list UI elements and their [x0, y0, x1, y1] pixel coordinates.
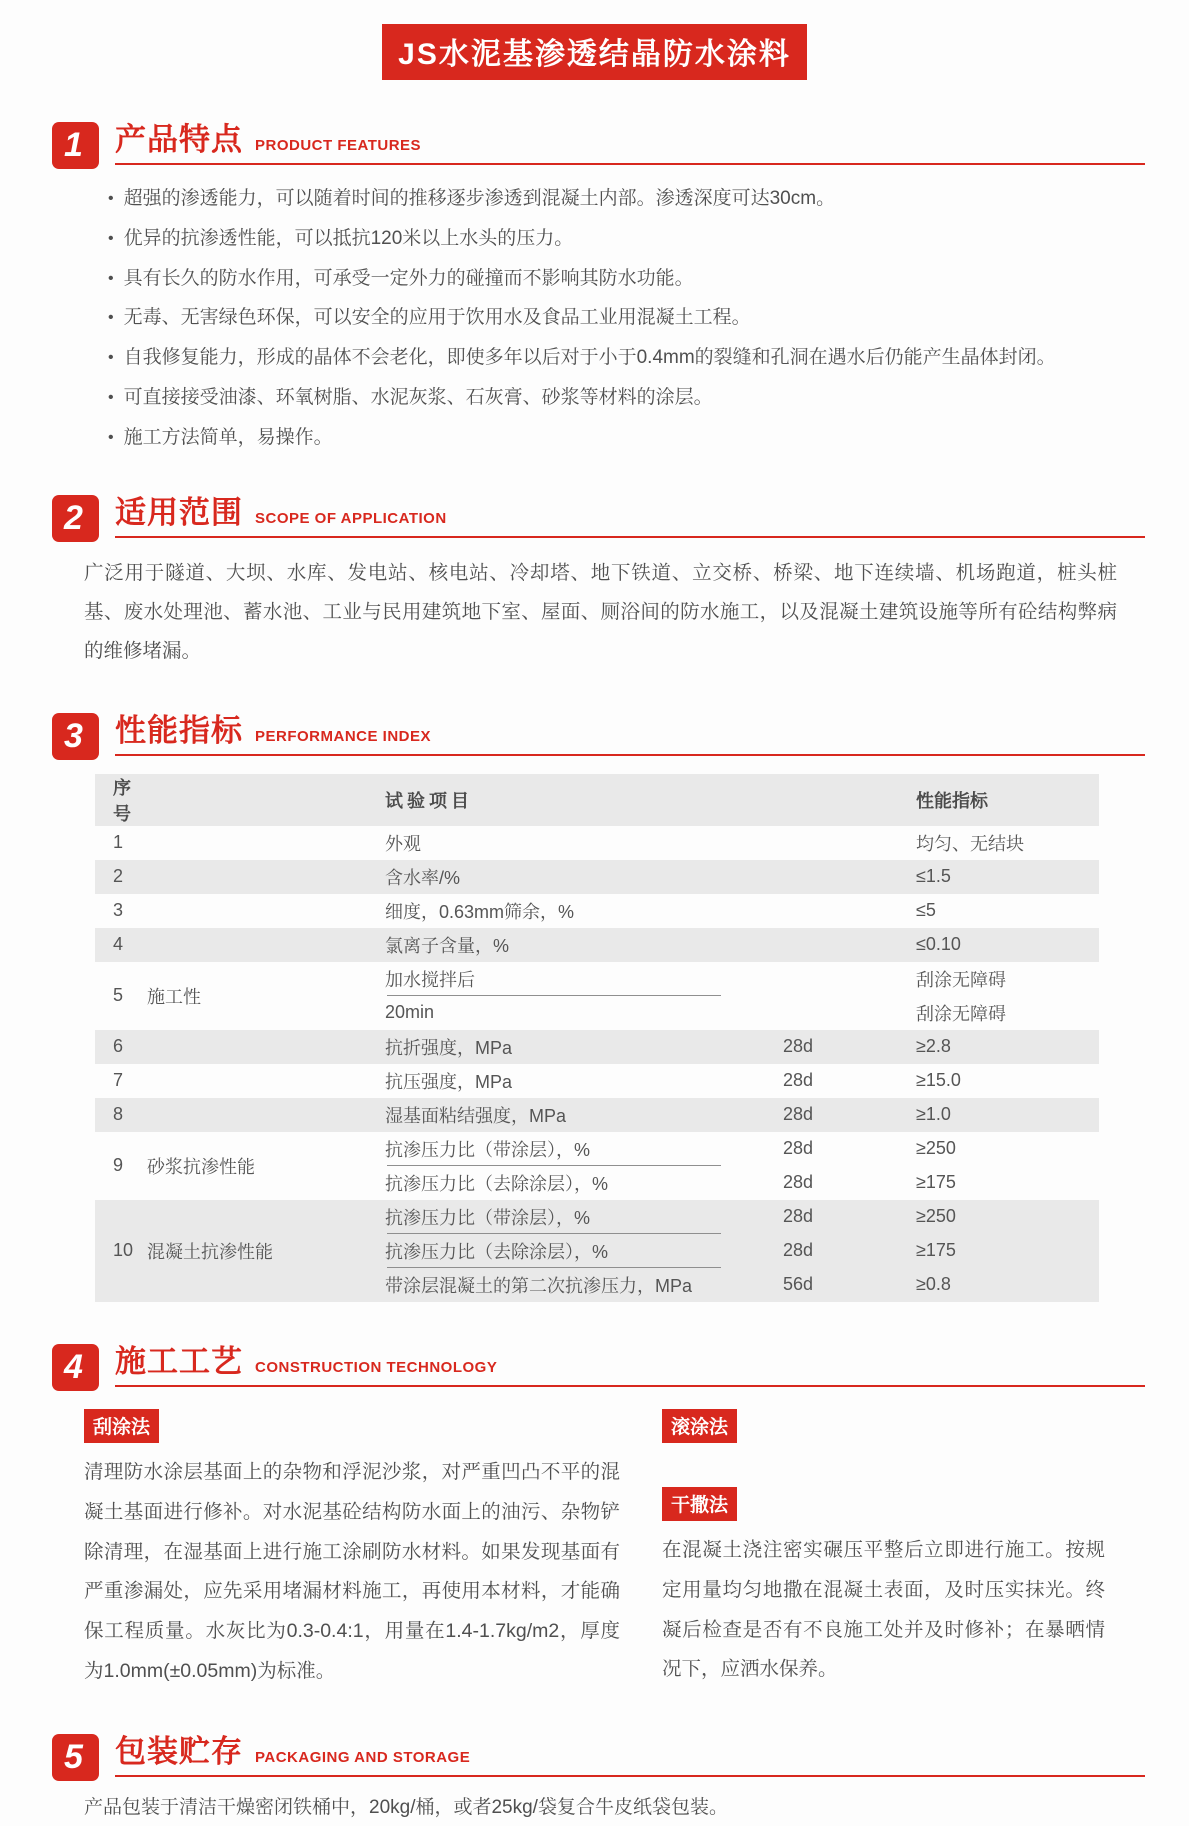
table-row: [95, 1098, 1099, 1132]
table-subrow: [385, 1132, 1099, 1166]
row-number: 5: [113, 985, 124, 1006]
table-subrow: [385, 1098, 1099, 1132]
feature-bullet: [108, 384, 1129, 413]
test-age: 28d: [783, 1070, 814, 1091]
row-group-label: 施工性: [147, 986, 201, 1007]
row-subitems: [385, 1030, 1099, 1064]
section-title-row: [115, 1726, 1145, 1777]
section-header: [52, 114, 1145, 165]
test-item-name: 含水率/%: [385, 867, 461, 888]
index-value: ≥175: [916, 1172, 956, 1193]
construction-method: [84, 1409, 620, 1693]
construction-left-column: [84, 1409, 620, 1693]
section-title: 包装贮存: [115, 1734, 243, 1770]
section-header: [52, 1726, 1145, 1777]
table-row: [95, 894, 1099, 928]
header-performance-index: 性能指标: [916, 790, 988, 811]
row-number: 1: [113, 832, 124, 853]
table-subrow: [385, 860, 1099, 894]
row-subitems: [385, 826, 1099, 860]
row-subitems: [385, 860, 1099, 894]
table-row: [95, 928, 1099, 962]
row-number: 2: [113, 866, 124, 887]
table-subrow: [385, 1268, 1099, 1302]
test-item-name: 抗渗压力比（去除涂层），%: [385, 1173, 609, 1194]
test-item-name: 加水搅拌后: [385, 969, 475, 990]
table-subrow: [385, 1166, 1099, 1200]
row-subitems: [385, 1200, 1099, 1302]
section-packaging: [0, 1726, 1189, 1825]
feature-bullet-text: 优异的抗渗透性能，可以抵抗120米以上水头的压力。: [123, 227, 574, 249]
method-badge: 干撒法: [662, 1487, 737, 1521]
section-header: [52, 487, 1145, 538]
section-title: 适用范围: [115, 494, 243, 530]
section-number-badge: 4: [52, 1344, 99, 1391]
row-group-label: 混凝土抗渗性能: [147, 1241, 273, 1262]
row-number: 6: [113, 1036, 124, 1057]
row-subitems: [385, 962, 1099, 1030]
test-item-name: 抗压强度，MPa: [385, 1071, 513, 1092]
table-subrow: [385, 996, 1099, 1030]
table-subrow: [385, 1234, 1099, 1268]
feature-bullet: [108, 344, 1129, 373]
index-value: ≥2.8: [916, 1036, 951, 1057]
construction-right-column: [662, 1409, 1105, 1693]
section-title-row: [115, 705, 1145, 756]
feature-bullet: [108, 265, 1129, 294]
feature-bullet: [108, 225, 1129, 254]
test-item-name: 抗渗压力比（去除涂层），%: [385, 1241, 609, 1262]
section-number-badge: 1: [52, 122, 99, 169]
test-item-name: 20min: [385, 1002, 435, 1023]
section-performance-index: [0, 705, 1189, 1302]
table-row: [95, 1064, 1099, 1098]
feature-bullet: [108, 185, 1129, 214]
scope-paragraph: 广泛用于隧道、大坝、水库、发电站、核电站、冷却塔、地下铁道、立交桥、桥梁、地下连续墙、机场跑道，桩头桩基、废水处理池、蓄水池、工业与民用建筑地下室、屋面、厕浴间的防水施工，以及混凝土建筑设施等所有砼结构弊病的维修堵漏。: [84, 561, 1117, 662]
section-subtitle: PERFORMANCE INDEX: [255, 727, 432, 745]
test-age: 28d: [783, 1036, 814, 1057]
row-number: 8: [113, 1104, 124, 1125]
feature-bullet-text: 可直接接受油漆、环氧树脂、水泥灰浆、石灰膏、砂浆等材料的涂层。: [123, 386, 713, 408]
row-subitems: [385, 928, 1099, 962]
method-badge: 滚涂法: [662, 1409, 737, 1443]
index-value: 均匀、无结块: [916, 833, 1024, 854]
index-value: ≥0.8: [916, 1274, 951, 1295]
bullet-dot: •: [108, 190, 114, 207]
feature-bullet: [108, 304, 1129, 333]
table-row: [95, 1200, 1099, 1302]
index-value: ≥1.0: [916, 1104, 951, 1125]
feature-bullet-text: 超强的渗透能力，可以随着时间的推移逐步渗透到混凝土内部。渗透深度可达30cm。: [123, 188, 836, 209]
table-subrow: [385, 928, 1099, 962]
construction-method: [662, 1409, 1105, 1453]
method-body: 在混凝土浇注密实碾压平整后立即进行施工。按规定用量均匀地撒在混凝土表面，及时压实抹光。终凝后检查是否有不良施工处并及时修补；在暴晒情况下，应洒水保养。: [662, 1538, 1105, 1681]
bullet-dot: •: [108, 428, 114, 446]
test-item-name: 抗折强度，MPa: [385, 1037, 513, 1058]
row-number: 10: [113, 1240, 134, 1261]
bullet-dot: •: [108, 349, 114, 367]
section-number-badge: 2: [52, 495, 99, 542]
index-value: 刮涂无障碍: [916, 1003, 1006, 1024]
bullet-dot: •: [108, 309, 114, 327]
section-number-badge: 5: [52, 1734, 99, 1781]
section-title: 产品特点: [115, 122, 243, 157]
row-subitems: [385, 1098, 1099, 1132]
header-no: 序号: [113, 777, 131, 824]
section-construction: [0, 1336, 1189, 1693]
index-value: ≤5: [916, 900, 936, 921]
section-product-features: [0, 114, 1189, 453]
test-age: 28d: [783, 1172, 814, 1193]
feature-bullet: [108, 424, 1129, 453]
method-body: 清理防水涂层基面上的杂物和浮泥沙浆，对严重凹凸不平的混凝土基面进行修补。对水泥基砼结构防水面上的油污、杂物铲除清理，在湿基面上进行施工涂刷防水材料。如果发现基面有严重渗漏处，应先采用堵漏材料施工，再使用本材料，才能确保工程质量。水灰比为0.3-0.4:1，用量在1.4-1.7kg/m2，厚度为1.0mm(±0.05mm)为标准。: [84, 1460, 620, 1683]
performance-table-body: [95, 826, 1099, 1302]
table-subrow: [385, 962, 1099, 996]
index-value: ≥250: [916, 1206, 956, 1227]
section-title: 性能指标: [115, 712, 243, 748]
section-header: [52, 1336, 1145, 1387]
feature-bullet-text: 施工方法简单，易操作。: [123, 426, 333, 448]
test-age: 28d: [783, 1240, 814, 1261]
test-item-name: 湿基面粘结强度，MPa: [385, 1105, 567, 1126]
section-subtitle: SCOPE OF APPLICATION: [255, 509, 447, 527]
index-value: ≥15.0: [916, 1070, 961, 1091]
bullet-dot: •: [108, 269, 114, 287]
feature-bullet-text: 具有长久的防水作用，可承受一定外力的碰撞而不影响其防水功能。: [123, 267, 694, 289]
packaging-paragraph: 产品包装于清洁干燥密闭铁桶中，20kg/桶，或者25kg/袋复合牛皮纸袋包装。: [84, 1797, 728, 1819]
test-item-name: 外观: [385, 833, 421, 854]
construction-method: [662, 1487, 1105, 1691]
table-row: [95, 1030, 1099, 1064]
table-subrow: [385, 1030, 1099, 1064]
index-value: ≥250: [916, 1138, 956, 1159]
test-age: 28d: [783, 1104, 814, 1125]
feature-bullet-list: [108, 185, 1129, 453]
section-subtitle: CONSTRUCTION TECHNOLOGY: [255, 1358, 498, 1376]
section-scope: [0, 487, 1189, 671]
test-item-name: 抗渗压力比（带涂层），%: [385, 1207, 591, 1228]
row-number: 7: [113, 1070, 124, 1091]
section-title-row: [115, 114, 1145, 165]
table-row: [95, 1132, 1099, 1200]
bullet-dot: •: [108, 229, 114, 247]
test-age: 56d: [783, 1274, 814, 1295]
test-item-name: 带涂层混凝土的第二次抗渗压力，MPa: [385, 1275, 693, 1296]
performance-table: [95, 774, 1099, 1302]
section-subtitle: PACKAGING AND STORAGE: [255, 1749, 471, 1767]
table-subrow: [385, 1200, 1099, 1234]
method-badge: 刮涂法: [84, 1409, 159, 1443]
table-subrow: [385, 894, 1099, 928]
index-value: ≤0.10: [916, 934, 961, 955]
index-value: ≥175: [916, 1240, 956, 1261]
index-value: 刮涂无障碍: [916, 969, 1006, 990]
feature-bullet-text: 无毒、无害绿色环保，可以安全的应用于饮用水及食品工业用混凝土工程。: [123, 307, 751, 329]
product-title-banner: JS水泥基渗透结晶防水涂料: [382, 24, 807, 80]
section-number-badge: 3: [52, 713, 99, 760]
feature-bullet-text: 自我修复能力，形成的晶体不会老化，即使多年以后对于小于0.4mm的裂缝和孔洞在遇水后仍能产生晶体封闭。: [123, 347, 1056, 369]
test-age: 28d: [783, 1138, 814, 1159]
section-header: [52, 705, 1145, 756]
test-item-name: 细度，0.63mm筛余，%: [385, 901, 575, 922]
index-value: ≤1.5: [916, 866, 951, 887]
test-item-name: 抗渗压力比（带涂层），%: [385, 1139, 591, 1160]
row-number: 3: [113, 900, 124, 921]
test-item-name: 氯离子含量，%: [385, 935, 510, 956]
section-title-row: [115, 487, 1145, 538]
table-row: [95, 826, 1099, 860]
row-number: 9: [113, 1155, 124, 1176]
row-subitems: [385, 1132, 1099, 1200]
table-subrow: [385, 826, 1099, 860]
table-subrow: [385, 1064, 1099, 1098]
test-age: 28d: [783, 1206, 814, 1227]
section-title: 施工工艺: [115, 1343, 243, 1379]
table-row: [95, 962, 1099, 1030]
construction-columns: [84, 1409, 1105, 1693]
page-header: [0, 0, 1189, 80]
section-subtitle: PRODUCT FEATURES: [255, 137, 422, 154]
row-subitems: [385, 894, 1099, 928]
row-number: 4: [113, 934, 124, 955]
row-group-label: 砂浆抗渗性能: [147, 1156, 255, 1177]
section-title-row: [115, 1336, 1145, 1387]
performance-table-header: [95, 774, 1099, 826]
header-test-item: 试验项目: [385, 790, 473, 811]
row-subitems: [385, 1064, 1099, 1098]
bullet-dot: •: [108, 388, 114, 406]
table-row: [95, 860, 1099, 894]
